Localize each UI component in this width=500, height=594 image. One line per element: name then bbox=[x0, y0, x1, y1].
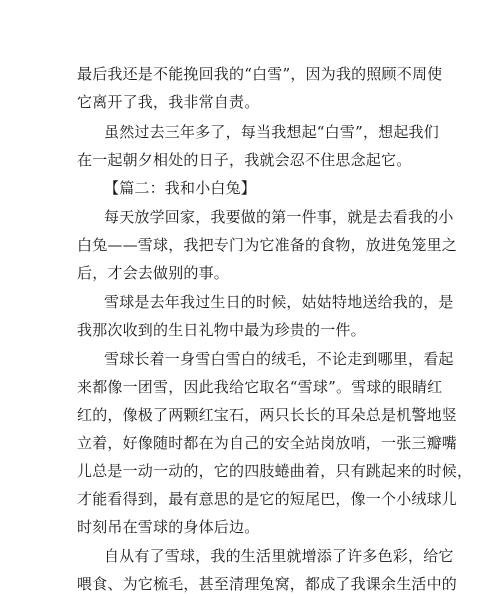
paragraph-line: 时刻吊在雪球的身体后边。 bbox=[77, 518, 260, 536]
paragraph-line: 我那次收到的生日礼物中最为珍贵的一件。 bbox=[77, 321, 366, 339]
section-heading: 【篇二：我和小白兔】 bbox=[104, 179, 257, 197]
paragraph-line: 后，才会去做别的事。 bbox=[77, 264, 230, 282]
paragraph-line: 雪球是去年我过生日的时候，姑姑特地送给我的，是 bbox=[104, 293, 454, 311]
paragraph-line: 最后我还是不能挽回我的“白雪”，因为我的照顾不周使 bbox=[77, 65, 443, 83]
paragraph-line: 立着，好像随时都在为自己的安全站岗放哨，一张三瓣嘴 bbox=[77, 434, 458, 452]
paragraph-line: 雪球长着一身雪白雪白的绒毛，不论走到哪里，看起 bbox=[104, 350, 454, 368]
paragraph-line: 每天放学回家，我要做的第一件事，就是去看我的小 bbox=[104, 208, 454, 226]
paragraph-line: 儿总是一动一动的，它的四肢蜷曲着，只有跳起来的时候， bbox=[77, 462, 473, 480]
paragraph-line: 自从有了雪球，我的生活里就增添了许多色彩，给它 bbox=[104, 547, 454, 565]
paragraph-line: 才能看得到，最有意思的是它的短尾巴，像一个小绒球儿 bbox=[77, 490, 458, 508]
paragraph-line: 白兔——雪球，我把专门为它准备的食物，放进兔笼里之 bbox=[77, 236, 458, 254]
paragraph-line: 来都像一团雪，因此我给它取名“雪球”。雪球的眼睛红 bbox=[77, 378, 443, 396]
paragraph-line: 红的，像极了两颗红宝石，两只长长的耳朵总是机警地竖 bbox=[77, 406, 458, 424]
paragraph-line: 在一起朝夕相处的日子，我就会忍不住思念起它。 bbox=[77, 151, 412, 169]
paragraph-line: 它离开了我，我非常自责。 bbox=[77, 93, 260, 111]
paragraph-line: 虽然过去三年多了，每当我想起“白雪”，想起我们 bbox=[104, 123, 439, 141]
paragraph-line: 喂食、为它梳毛，甚至清理兔窝，都成了我课余生活中的 bbox=[77, 575, 458, 593]
